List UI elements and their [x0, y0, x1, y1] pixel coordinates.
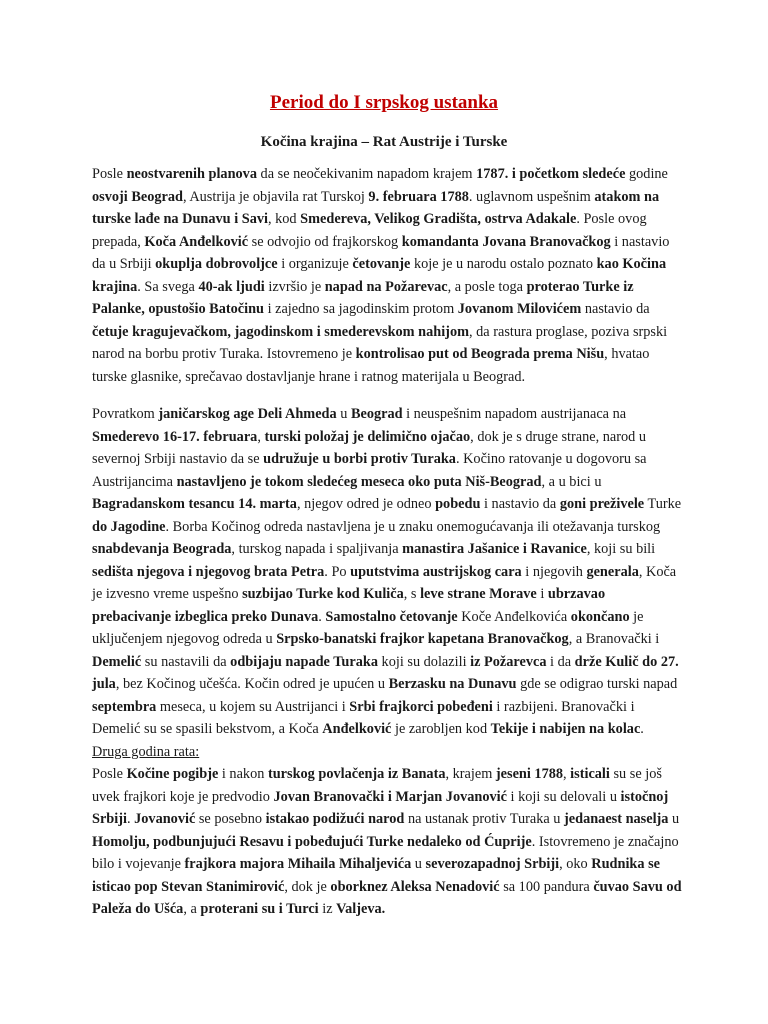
text-run: .	[126, 811, 135, 827]
emphasized-text: odbijaju napade Turaka	[230, 653, 378, 670]
emphasized-text: sedišta njegova i njegovog brata Petra	[92, 563, 325, 580]
text-run: , krajem	[445, 766, 496, 782]
document-title: Period do I srpskog ustanka	[269, 92, 499, 113]
text-run: i njegovih	[521, 563, 587, 580]
emphasized-text: osvoji Beograd	[92, 188, 183, 205]
emphasized-text: istočnoj Srbiji	[92, 788, 669, 827]
emphasized-text: Srbi frajkorci pobeđeni	[349, 698, 493, 715]
paragraph-3	[92, 763, 684, 921]
emphasized-text: generala	[586, 563, 639, 580]
text-run: godine	[625, 166, 668, 182]
text-run: . Sa svega	[137, 278, 199, 295]
text-run: su se još uvek frajkori koje je predvodio	[92, 766, 662, 805]
emphasized-text: Jovanom Milovićem	[457, 301, 582, 317]
text-run: , kod	[267, 211, 301, 227]
emphasized-text: suzbijao Turke kod Kuliča	[242, 586, 404, 602]
text-run: se odvojio od frajkorskog	[248, 233, 402, 250]
text-run: i nakon	[218, 766, 268, 782]
text-run: koje je u narodu ostalo poznato	[410, 256, 597, 272]
text-run: i da	[546, 653, 575, 670]
emphasized-text: iz Požarevca	[470, 653, 547, 670]
emphasized-text: Anđelković	[322, 721, 392, 737]
text-run: i koji su delovali u	[506, 788, 621, 805]
emphasized-text: Jovanović	[134, 811, 196, 827]
text-run: da se neočekivanim napadom krajem	[256, 166, 477, 182]
text-run: , da rastura proglase, poziva srpski narod na borbu protiv Turaka. Istovremeno je	[92, 323, 668, 362]
paragraph-2	[92, 403, 684, 741]
text-run: , a Branovački i	[568, 631, 660, 647]
emphasized-text: Jovan Branovački i Marjan Jovanović	[273, 788, 507, 805]
text-run: je uključenjem njegovog odreda u	[92, 608, 644, 647]
emphasized-text: goni preživele	[559, 496, 645, 512]
emphasized-text: Smedereva, Velikog Gradišta, ostrva Adakale	[300, 211, 577, 227]
emphasized-text: okončano	[570, 608, 630, 625]
emphasized-text: kao Kočina krajina	[92, 256, 667, 295]
text-run: Koče Anđelkovića	[457, 608, 571, 625]
text-run: ,	[257, 428, 265, 445]
emphasized-text: istakao podižući narod	[265, 811, 405, 827]
text-run: . uglavnom uspešnim	[468, 188, 595, 205]
emphasized-text: Berzasku na Dunavu	[388, 676, 517, 692]
text-run: i neuspešnim napadom austrijanaca na	[402, 406, 627, 422]
emphasized-text: Koča Anđelković	[144, 233, 249, 250]
text-run: , dok je s druge strane, narod u severnoj Srbiji nastavio da se	[92, 428, 647, 467]
text-run: i	[536, 586, 548, 602]
text-run: , a	[183, 901, 201, 917]
text-run: Posle	[92, 166, 127, 182]
text-run: , a u bici u	[541, 473, 602, 490]
text-run: i nastavio da u Srbiji	[92, 233, 670, 272]
text-run: i zajedno sa jagodinskim protom	[264, 301, 458, 317]
emphasized-text: udružuje u borbi protiv Turaka	[263, 451, 456, 467]
emphasized-text: nastavljeno je tokom sledećeg meseca oko puta Niš-Beograd	[176, 473, 542, 490]
text-run: u	[336, 406, 351, 422]
text-run: nastavio da	[581, 301, 650, 317]
emphasized-text: Tekije i nabijen na kolac	[490, 721, 641, 737]
text-run: , Austrija je objavila rat Turskoj	[182, 188, 369, 205]
emphasized-text: četovanje	[352, 256, 411, 272]
text-run: se posebno	[195, 811, 266, 827]
text-run: na ustanak protiv Turaka u	[404, 811, 565, 827]
text-run: , s	[403, 586, 421, 602]
text-run: Turke	[644, 496, 682, 512]
emphasized-text: Bagradanskom tesancu 14. marta	[92, 496, 297, 512]
text-run: sa 100 pandura	[499, 878, 594, 895]
text-run: Povratkom	[92, 406, 159, 422]
text-run: je zarobljen kod	[391, 721, 491, 737]
text-run: izvršio je	[264, 278, 325, 295]
emphasized-text: septembra	[92, 698, 157, 715]
emphasized-text: ubrzavao prebacivanje izbeglica preko Dunava	[92, 586, 606, 625]
text-run: , hvatao turske glasnike, sprečavao dostavljanje hrane i ratnog materijala u Beograd.	[92, 346, 650, 385]
text-run: , dok je	[284, 878, 331, 895]
emphasized-text: uputstvima austrijskog cara	[350, 563, 522, 580]
emphasized-text: do Jagodine	[92, 518, 166, 535]
emphasized-text: atakom na turske lađe na Dunavu i Savi	[92, 188, 660, 227]
text-run: iz	[318, 901, 337, 917]
emphasized-text: neostvarenih planova	[126, 166, 257, 182]
emphasized-text: turski položaj je delimično ojačao	[264, 428, 471, 445]
emphasized-text: snabdevanja Beograda	[92, 541, 232, 557]
emphasized-text: Srpsko-banatski frajkor kapetana Branovačkog	[276, 631, 569, 647]
text-run: . Borba Kočinog odreda nastavljena je u znaku onemogućavanja ili otežavanja turskog	[165, 518, 661, 535]
text-run: , koji su bili	[586, 541, 656, 557]
text-run: , bez Kočinog učešća. Kočin odred je upućen u	[115, 676, 389, 692]
emphasized-text: Kočine pogibje	[126, 766, 219, 782]
section-heading-druga-godina: Druga godina rata:	[92, 744, 200, 760]
emphasized-text: frajkora majora Mihaila Mihaljevića	[184, 856, 412, 872]
text-run: i organizuje	[277, 256, 353, 272]
text-run: . Istovremeno je značajno bilo i vojevanje	[92, 833, 679, 872]
text-run: . Po	[324, 563, 351, 580]
emphasized-text: turskog povlačenja iz Banata	[267, 766, 446, 782]
emphasized-text: Valjeva.	[336, 901, 386, 917]
emphasized-text: jeseni 1788	[495, 766, 564, 782]
emphasized-text: četuje kragujevačkom, jagodinskom i smederevskom nahijom	[92, 323, 469, 340]
paragraph-1	[92, 163, 684, 388]
emphasized-text: janičarskog age Deli Ahmeda	[158, 406, 337, 422]
emphasized-text: Samostalno četovanje	[325, 608, 458, 625]
text-run: , Koča je izvesno vreme uspešno	[92, 563, 677, 602]
emphasized-text: leve strane Morave	[420, 586, 537, 602]
text-run: , njegov odred je odneo	[296, 496, 436, 512]
text-run: . Posle ovog prepada,	[92, 211, 647, 250]
text-run: i nastavio da	[480, 496, 560, 512]
emphasized-text: Beograd	[350, 406, 403, 422]
emphasized-text: 1787. i početkom sledeće	[476, 166, 626, 182]
emphasized-text: oborknez Aleksa Nenadović	[330, 878, 500, 895]
emphasized-text: manastira Jašanice i Ravanice	[402, 541, 587, 557]
emphasized-text: Homolju, podbunjujući Resavu i pobeđujući Turke nedaleko od Ćuprije	[92, 833, 532, 850]
text-run: , turskog napada i spaljivanja	[231, 541, 403, 557]
emphasized-text: 40-ak ljudi	[198, 278, 265, 295]
emphasized-text: proterao Turke iz Palanke, opustošio Batočinu	[92, 278, 634, 317]
text-run: i razbijeni. Branovački i Demelić su se spasili bekstvom, a Koča	[92, 698, 635, 737]
emphasized-text: čuvao Savu od Paleža do Ušća	[92, 878, 682, 917]
emphasized-text: drže Kulič do 27. jula	[92, 653, 679, 692]
text-run: , a posle toga	[447, 278, 527, 295]
text-run: .	[318, 608, 326, 625]
emphasized-text: Demelić	[92, 653, 142, 670]
emphasized-text: 9. februara 1788	[368, 188, 469, 205]
emphasized-text: komandanta Jovana Branovačkog	[401, 233, 611, 250]
text-run: . Kočino ratovanje u dogovoru sa Austrijancima	[92, 451, 647, 490]
emphasized-text: pobedu	[435, 496, 481, 512]
text-run: meseca, u kojem su Austrijanci i	[156, 698, 350, 715]
emphasized-text: isticali	[570, 766, 610, 782]
emphasized-text: severozapadnoj Srbiji	[425, 856, 560, 872]
text-run: .	[640, 721, 644, 737]
emphasized-text: proterani su i Turci	[200, 901, 319, 917]
emphasized-text: napad na Požarevac	[324, 278, 448, 295]
emphasized-text: kontrolisao put od Beograda prema Nišu	[355, 346, 605, 362]
text-run: u	[411, 856, 426, 872]
emphasized-text: Smederevo 16-17. februara	[92, 428, 258, 445]
document-subtitle: Kočina krajina – Rat Austrije i Turske	[260, 134, 508, 150]
emphasized-text: jedanaest naselja	[564, 811, 669, 827]
text-run: Posle	[92, 766, 127, 782]
text-run: , oko	[559, 856, 592, 872]
text-run: ,	[563, 766, 571, 782]
text-run: gde se odigrao turski napad	[516, 676, 678, 692]
emphasized-text: Rudnika se isticao pop Stevan Stanimirović	[92, 856, 661, 895]
text-run: u	[668, 811, 680, 827]
text-run: koji su dolazili	[377, 653, 471, 670]
emphasized-text: okuplja dobrovoljce	[155, 256, 278, 272]
text-run: su nastavili da	[141, 653, 231, 670]
